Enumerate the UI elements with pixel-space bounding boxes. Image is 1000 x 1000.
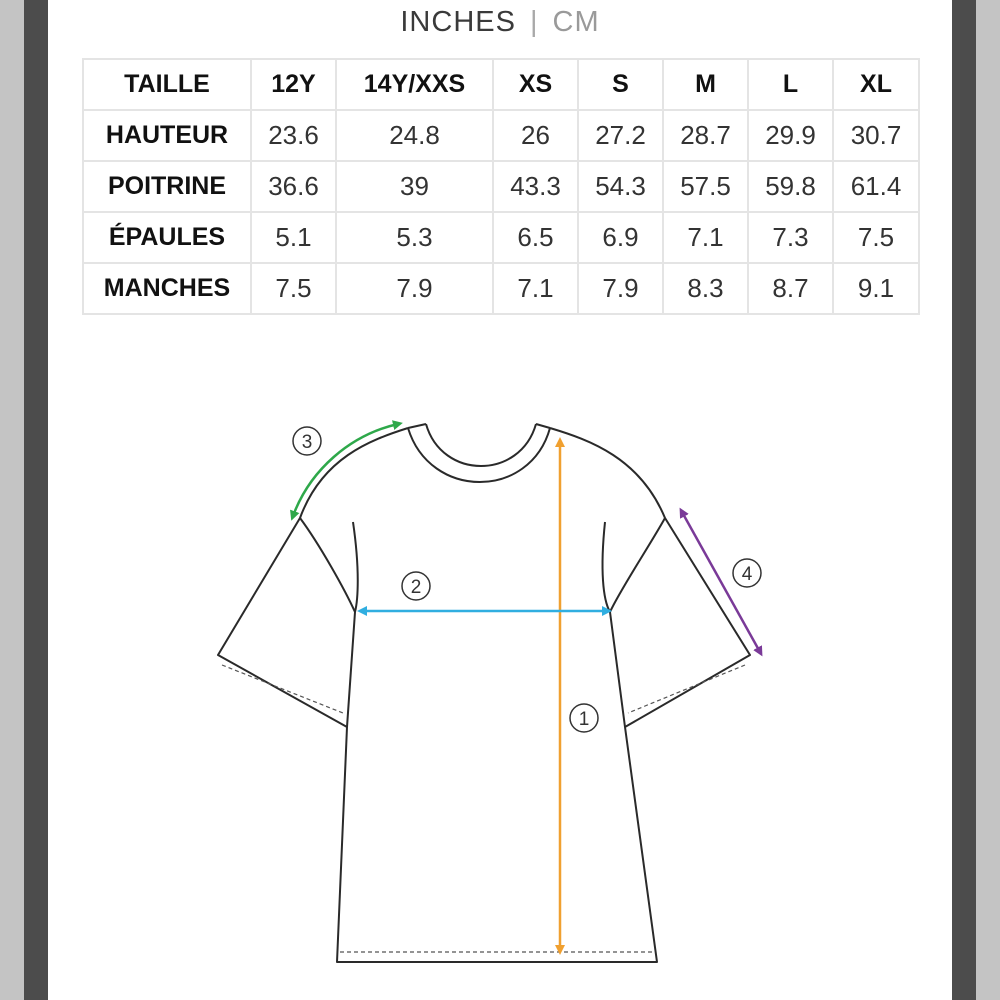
table-cell: 9.1 [833, 263, 919, 314]
table-cell: 24.8 [336, 110, 493, 161]
header-cell-size: L [748, 59, 833, 110]
marker-3-badge [293, 427, 321, 455]
marker-2-label: 2 [410, 577, 422, 598]
table-cell: 7.9 [578, 263, 663, 314]
header-cell-taille: TAILLE [83, 59, 251, 110]
table-cell: 39 [336, 161, 493, 212]
table-cell: 8.7 [748, 263, 833, 314]
table-cell: 7.3 [748, 212, 833, 263]
table-cell: 61.4 [833, 161, 919, 212]
row-label: MANCHES [83, 263, 251, 314]
table-cell: 26 [493, 110, 578, 161]
header-cell-size: XS [493, 59, 578, 110]
table-cell: 6.9 [578, 212, 663, 263]
marker-4-label: 4 [741, 564, 753, 585]
header-cell-size: M [663, 59, 748, 110]
table-cell: 7.9 [336, 263, 493, 314]
marker-1-label: 1 [578, 709, 590, 730]
table-cell: 6.5 [493, 212, 578, 263]
marker-2-badge [402, 572, 430, 600]
table-cell: 5.1 [251, 212, 336, 263]
header-cell-size: 12Y [251, 59, 336, 110]
table-cell: 7.5 [251, 263, 336, 314]
table-cell: 30.7 [833, 110, 919, 161]
table-cell: 54.3 [578, 161, 663, 212]
table-cell: 8.3 [663, 263, 748, 314]
table-cell: 43.3 [493, 161, 578, 212]
row-label: ÉPAULES [83, 212, 251, 263]
hem-stitching [222, 665, 745, 952]
marker-4-badge [733, 559, 761, 587]
table-cell: 7.1 [493, 263, 578, 314]
unit-inches-option[interactable]: INCHES [400, 6, 516, 38]
table-cell: 7.5 [833, 212, 919, 263]
table-cell: 36.6 [251, 161, 336, 212]
header-cell-size: 14Y/XXS [336, 59, 493, 110]
table-cell: 27.2 [578, 110, 663, 161]
marker-1-badge [570, 704, 598, 732]
header-cell-size: S [578, 59, 663, 110]
row-label: HAUTEUR [83, 110, 251, 161]
marker-3-label: 3 [301, 432, 313, 453]
unit-separator: | [529, 6, 539, 38]
table-cell: 23.6 [251, 110, 336, 161]
table-cell: 7.1 [663, 212, 748, 263]
table-cell: 29.9 [748, 110, 833, 161]
table-cell: 5.3 [336, 212, 493, 263]
header-cell-size: XL [833, 59, 919, 110]
unit-cm-option[interactable]: CM [552, 6, 600, 38]
table-cell: 57.5 [663, 161, 748, 212]
table-cell: 59.8 [748, 161, 833, 212]
table-cell: 28.7 [663, 110, 748, 161]
row-label: POITRINE [83, 161, 251, 212]
